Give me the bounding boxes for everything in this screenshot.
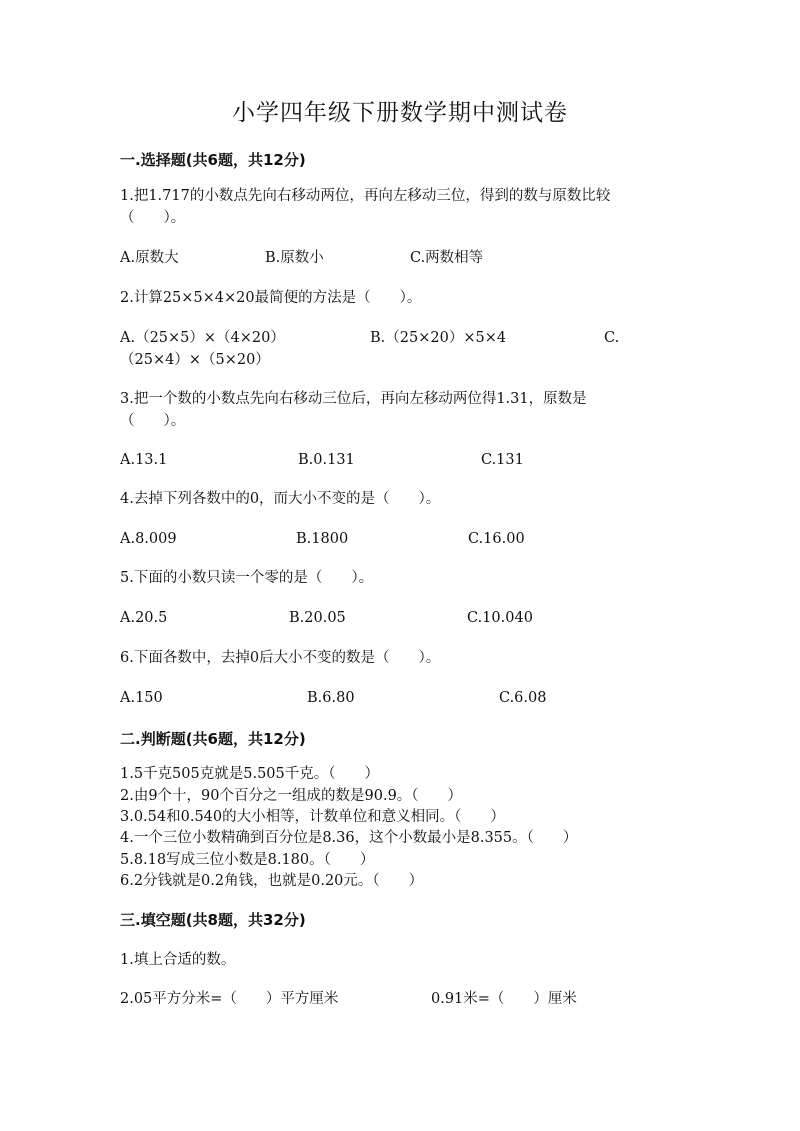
question-2-option-a: A.（25×5）×（4×20） xyxy=(120,330,285,346)
judge-item: 1.5千克505克就是5.505千克。（ ） xyxy=(120,766,379,782)
fill-question-1-text: 1.填上合适的数。 xyxy=(120,952,236,968)
judge-item: 2.由9个十，90个百分之一组成的数是90.9。（ ） xyxy=(120,788,463,804)
question-3-option-c: C.131 xyxy=(481,452,524,468)
page-title: 小学四年级下册数学期中测试卷 xyxy=(232,100,568,126)
question-2-option-c: C. xyxy=(604,330,620,346)
question-5-option-c: C.10.040 xyxy=(467,610,533,626)
question-6-option-a: A.150 xyxy=(120,690,163,706)
question-5-option-b: B.20.05 xyxy=(289,610,346,626)
section-heading-judge: 二.判断题(共6题，共12分) xyxy=(120,730,306,748)
question-5-option-a: A.20.5 xyxy=(120,610,168,626)
question-4-option-b: B.1800 xyxy=(296,531,349,547)
question-4-option-a: A.8.009 xyxy=(120,531,177,547)
judge-item: 6.2分钱就是0.2角钱，也就是0.20元。（ ） xyxy=(120,873,424,889)
fill-question-1-part-a: 2.05平方分米=（ ）平方厘米 xyxy=(120,991,339,1007)
section-heading-choice: 一.选择题(共6题，共12分) xyxy=(120,151,306,169)
question-6-option-c: C.6.08 xyxy=(499,690,547,706)
question-1-text: 1.把1.717的小数点先向右移动两位，再向左移动三位，得到的数与原数比较 xyxy=(120,188,611,204)
question-2-text: 2.计算25×5×4×20最简便的方法是（ ）。 xyxy=(120,290,422,306)
section-heading-fill: 三.填空题(共8题，共32分) xyxy=(120,911,306,929)
judge-item: 5.8.18写成三位小数是8.180。（ ） xyxy=(120,852,375,868)
fill-question-1-part-b: 0.91米=（ ）厘米 xyxy=(431,991,577,1007)
question-1-option-c: C.两数相等 xyxy=(410,250,484,266)
question-3-text-cont: （ ）。 xyxy=(120,413,186,429)
judge-item: 4.一个三位小数精确到百分位是8.36，这个小数最小是8.355。（ ） xyxy=(120,830,578,846)
question-3-text: 3.把一个数的小数点先向右移动三位后，再向左移动两位得1.31，原数是 xyxy=(120,391,587,407)
judge-item: 3.0.54和0.540的大小相等，计数单位和意义相同。（ ） xyxy=(120,809,505,825)
question-6-text: 6.下面各数中，去掉0后大小不变的数是（ ）。 xyxy=(120,650,441,666)
question-4-option-c: C.16.00 xyxy=(468,531,525,547)
question-1-option-a: A.原数大 xyxy=(120,250,179,266)
question-5-text: 5.下面的小数只读一个零的是（ ）。 xyxy=(120,570,374,586)
question-3-option-a: A.13.1 xyxy=(120,452,168,468)
question-1-option-b: B.原数小 xyxy=(265,250,324,266)
question-2-option-c-cont: （25×4）×（5×20） xyxy=(120,352,270,368)
question-6-option-b: B.6.80 xyxy=(307,690,355,706)
question-2-option-b: B.（25×20）×5×4 xyxy=(370,330,507,346)
question-3-option-b: B.0.131 xyxy=(298,452,355,468)
question-1-text-cont: （ ）。 xyxy=(120,210,186,226)
question-4-text: 4.去掉下列各数中的0，而大小不变的是（ ）。 xyxy=(120,491,441,507)
